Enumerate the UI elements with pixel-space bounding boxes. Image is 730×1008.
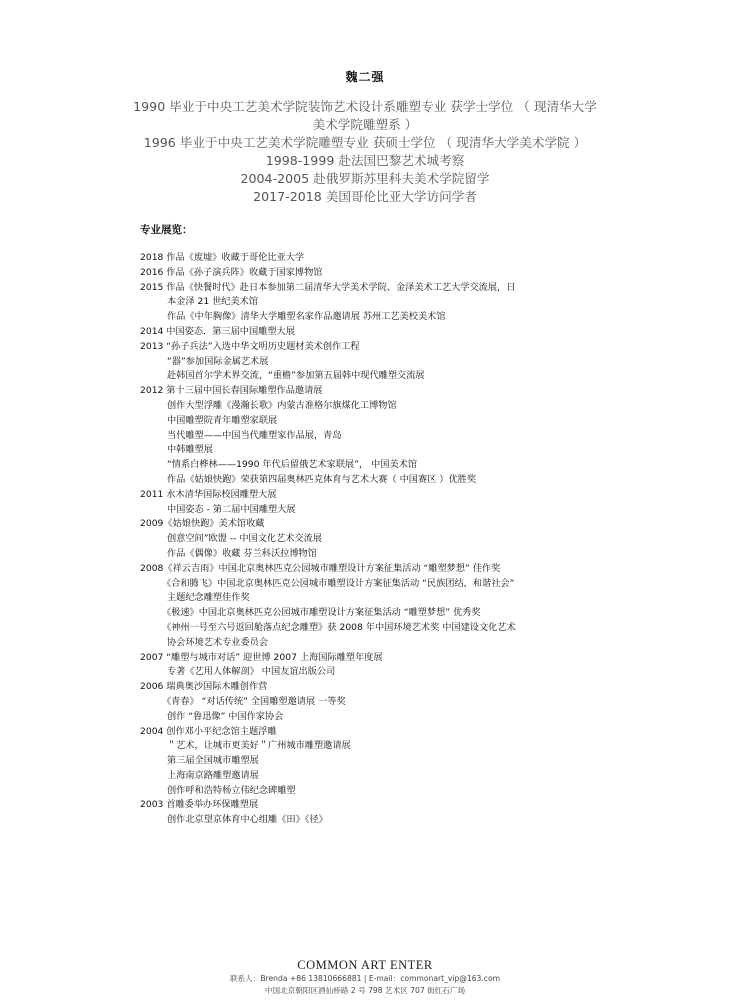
bio-line: 1996 毕业于中央工艺美术学院雕塑专业 获硕士学位 （ 现清华大学美术学院 ） xyxy=(143,135,587,150)
artist-name: 魏二强 xyxy=(345,70,385,84)
exhibition-item: 协会环境艺术专业委员会 xyxy=(167,636,269,648)
exhibition-item: 2015 作品《快餐时代》赴日本参加第二届清华大学美术学院、金泽美术工艺大学交流展，日 xyxy=(140,281,516,293)
exhibition-item: 《极速》中国北京奥林匹克公园城市雕塑设计方案征集活动 “雕塑梦想” 优秀奖 xyxy=(162,607,481,619)
exhibition-item: 当代雕塑——中国当代雕塑家作品展，青岛 xyxy=(167,429,342,441)
exhibition-item: 专著《艺用人体解剖》 中国友谊出版公司 xyxy=(167,666,336,678)
exhibition-item: 2008《祥云吉雨》中国北京奥林匹克公园城市雕塑设计方案征集活动 “雕塑梦想” 佳作奖 xyxy=(140,562,501,574)
exhibition-item: 2003 首雕委举办环保雕塑展 xyxy=(140,799,259,811)
bio-line: 1998-1999 赴法国巴黎艺术城考察 xyxy=(265,153,465,168)
exhibition-item: 创作呼和浩特杨立伟纪念碑雕塑 xyxy=(167,784,296,796)
bio-line: 1990 毕业于中央工艺美术学院装饰艺术设计系雕塑专业 获学士学位 （ 现清华大学 xyxy=(133,99,597,114)
exhibition-item: 作品《中年胸像》清华大学雕塑名家作品邀请展 苏州工艺美校美术馆 xyxy=(167,311,446,323)
exhibition-item: 第三届全国城市雕塑展 xyxy=(167,755,259,767)
exhibition-item: 中国雕塑院青年雕塑家联展 xyxy=(167,414,278,426)
exhibition-item: “器”参加国际金属艺术展 xyxy=(167,355,269,367)
exhibition-item: 《青春》 “对话传统” 全国雕塑邀请展 一等奖 xyxy=(162,695,346,707)
exhibition-item: 2004 创作邓小平纪念馆主题浮雕 xyxy=(140,725,277,737)
exhibition-list xyxy=(140,251,610,828)
footer-contact: 联系人：Brenda +86 13810666881 | E-mail：commonart_vip@163.com xyxy=(229,974,501,983)
bio-line: 美术学院雕塑系 ） xyxy=(312,117,418,132)
exhibition-item: 赴韩国首尔学术界交流，“重檐”参加第五届韩中现代雕塑交流展 xyxy=(167,370,425,382)
bio-line: 2004-2005 赴俄罗斯苏里科夫美术学院留学 xyxy=(240,171,490,186)
footer-brand: COMMON ART ENTER xyxy=(297,958,433,972)
exhibition-item: 中韩雕塑展 xyxy=(167,444,213,456)
exhibition-item: 2016 作品《孙子演兵阵》收藏于国家博物馆 xyxy=(140,266,323,278)
exhibition-item: 创作大型浮雕《漫瀚长歌》内蒙古准格尔旗煤化工博物馆 xyxy=(167,399,397,411)
exhibition-item: 2018 作品《废墟》收藏于哥伦比亚大学 xyxy=(140,252,305,263)
exhibition-item: 2009《姑娘快跑》美术馆收藏 xyxy=(140,518,265,530)
exhibition-item: “情系白桦林——1990 年代后留俄艺术家联展”， 中国美术馆 xyxy=(167,459,418,471)
exhibition-item: 创意空间”欧盟 -- 中国文化艺术交流展 xyxy=(167,533,323,545)
exhibition-item: 2013 “孙子兵法”入选中华文明历史题材美术创作工程 xyxy=(140,340,360,352)
artist-bio xyxy=(110,98,620,206)
exhibition-item: 《合和腾飞》中国北京奥林匹克公园城市雕塑设计方案征集活动 “民族团结，和谐社会” xyxy=(162,577,515,589)
exhibition-item: 作品《偶像》收藏 芬兰科沃拉博物馆 xyxy=(167,547,317,559)
exhibition-item: 2011 水木清华国际校园雕塑大展 xyxy=(140,488,277,500)
footer-address: 中国北京朝阳区酒仙桥路 2 号 798 艺术区 707 街红石广场 xyxy=(264,986,466,995)
exhibition-item: 2007 “雕塑与城市对话” 迎世博 2007 上海国际雕塑年度展 xyxy=(140,651,383,663)
exhibition-item: 作品《姑娘快跑》荣获第四届奥林匹克体育与艺术大赛（ 中国赛区 ）优胜奖 xyxy=(167,473,477,485)
exhibition-item: 创作 “鲁迅像” 中国作家协会 xyxy=(167,710,284,722)
exhibition-item: 2012 第十三届中国长春国际雕塑作品邀请展 xyxy=(140,385,323,397)
exhibition-item: 本金泽 21 世纪美术馆 xyxy=(167,296,259,308)
bio-line: 2017-2018 美国哥伦比亚大学访问学者 xyxy=(253,189,477,204)
exhibition-item: ＂艺术，让城市更美好＂广州城市雕塑邀请展 xyxy=(167,740,351,752)
exhibition-item: 创作北京望京体育中心组雕《田》《径》 xyxy=(167,814,328,826)
exhibition-item: 中国姿态 - 第二届中国雕塑大展 xyxy=(167,503,296,515)
exhibition-item: 《神州一号至六号返回舱落点纪念雕塑》获 2008 年中国环境艺术奖 中国建设文化艺术 xyxy=(162,621,516,633)
exhibition-item: 2014 中国姿态．第三届中国雕塑大展 xyxy=(140,325,295,337)
exhibition-item: 2006 瑞典奥沙国际木雕创作营 xyxy=(140,681,268,693)
exhibition-item: 上海南京路雕塑邀请展 xyxy=(167,769,259,781)
section-title: 专业展览： xyxy=(140,224,193,236)
exhibition-item: 主题纪念雕塑佳作奖 xyxy=(167,592,250,604)
